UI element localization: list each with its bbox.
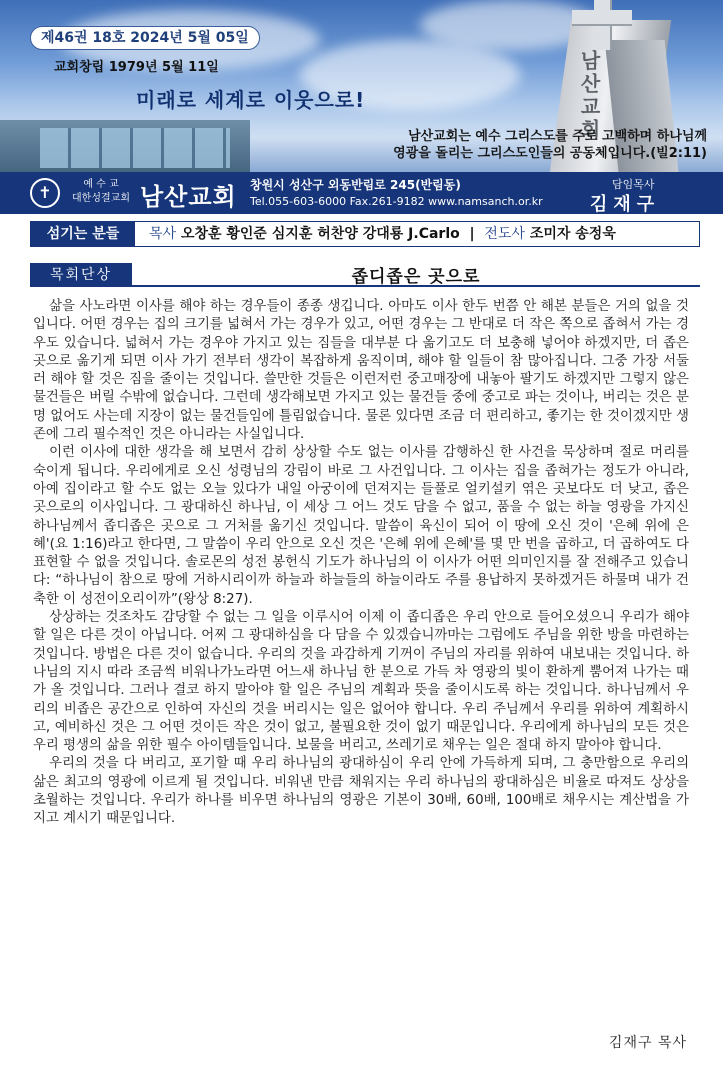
church-contact: Tel.055-603-6000 Fax.261-9182 www.namsanch.or.kr: [250, 195, 543, 208]
staff-label: 섬기는 분들: [31, 222, 135, 246]
section-label: 목회단상: [30, 263, 132, 287]
denomination-line-1: 예 수 교: [83, 179, 119, 190]
church-logo-icon: ✝: [30, 178, 60, 208]
article-paragraph: 상상하는 것조차도 감당할 수 없는 그 일을 이루시어 이제 이 좁디좁은 우리 안으로 들어오셨으니 우리가 해야 할 일은 다른 것이 아닙니다. 어찌 그 광대하심을 다 담을 수 있겠습니까마는 그럼에도 주님을 위한 방을 마련하는 것입니다. 방법은 다른 것이 없습니다. 우리의 것을 과감하게 기꺼이 주님의 자리를 위하여 내보내는 것입니다. 하나님의 지시 따라 조금씩 비워나가노라면 어느새 하나님 한 분으로 가득 차 영광의 빛이 환하게 뿜어져 나가는 때가 올 것입니다. 그러나 결코 하지 말아야 할 일은 주님의 계획과 뜻을 줄이시도록 하는 것입니다. 하나님께서 우리의 비좁은 공간으로 인하여 자신의 것을 버리시는 일은 없어야 합니다. 우리 주님께서 우리를 위하여 계획하시고, 예비하신 것은 그 어떤 것이든 작은 것이 없고, 불필요한 것이 없기 때문입니다. 우리에게 하나님의 모든 것은 우리 평생의 삶을 위한 필수 아이템들입니다. 보물을 버리고, 쓰레기로 채우는 일은 절대 하지 말아야 합니다.: [33, 610, 689, 754]
church-address: 창원시 성산구 외동반림로 245(반림동): [250, 178, 461, 192]
article-paragraph: 이런 이사에 대한 생각을 해 보면서 감히 상상할 수도 없는 이사를 감행하신 한 사건을 묵상하며 절로 머리를 숙이게 됩니다. 우리에게로 오신 성령님의 강림이 바로 그 사건입니다. 그 이사는 집을 좁혀가는 정도가 아니라, 아예 집이라고 할 수도 없는 오늘 있다가 내일 아궁이에 던져지는 들풀로 얼키설키 엮은 곳보다도 더 낮고, 좁은 곳으로의 이사입니다. 그 광대하신 하나님, 이 세상 그 어느 것도 담을 수 없고, 품을 수 없는 하늘 영광을 가지신 하나님께서 좁디좁은 곳으로 그 거처를 옮기신 것입니다. 말씀이 육신이 되어 이 땅에 오신 것이 '은혜 위에 은혜'(요 1:16)라고 한다면, 그 말씀이 우리 안으로 오신 것은 '은혜 위에 은혜'를 몇 만 번을 곱하고, 더 곱하여도 다 표현할 수 없을 것입니다. 솔로몬의 성전 봉헌식 기도가 하나님의 이 이사가 어떤 의미인지를 잘 전해주고 있습니다: “하나님이 참으로 땅에 거하시리이까 하늘과 하늘들의 하늘이라도 주를 용납하지 못하겠거든 하물며 내가 건축한 이 성전이오리이까”(왕상 8:27).: [33, 445, 689, 607]
evangelist-role: 전도사: [484, 226, 525, 242]
pastor-names: 오창훈 황인준 심지훈 허찬양 강대룡 J.Carlo: [180, 226, 460, 242]
cross-icon-bar: [572, 10, 632, 24]
pastor-title: 담임목사: [612, 178, 655, 191]
staff-list: [149, 222, 616, 246]
article-paragraph: 삶을 사노라면 이사를 해야 하는 경우들이 종종 생깁니다. 아마도 이사 한두 번쯤 안 해본 분들은 거의 없을 것입니다. 어떤 경우는 집의 크기를 넓혀서 가는 경우가 있고, 어떤 경우는 그 반대로 더 작은 쪽으로 좁혀서 가는 경우도 있습니다. 넓혀서 가는 경우야 가지고 있는 짐들을 대부분 다 옮기고도 더 보충해 넣어야 하겠지만, 더 좁은 곳으로 옮기게 되면 이사 가기 전부터 생각이 복잡하게 움직이며, 해야 할 일들이 참 많아집니다. 그중 가장 서둘러 해야 할 것은 짐을 줄이는 것입니다. 쓸만한 것들은 이런저런 중고매장에 내놓아 팔기도 하겠지만 그렇지 않은 물건들은 버릴 수밖에 없습니다. 그런데 생각해보면 가지고 있는 물건들 중에 중고로 파는 것이나, 버리는 것은 분명 없어도 사는데 지장이 없는 물건들임에 틀림없습니다. 물론 있다면 조금 더 편리하고, 좋기는 한 것이겠지만 생존에 그리 필수적인 것은 아니라는 사실입니다.: [33, 299, 690, 443]
building-glass: [40, 128, 230, 168]
evangelist-names: 조미자 송정욱: [529, 226, 616, 242]
staff-separator: |: [469, 226, 475, 242]
denomination-line-2: 대한성결교회: [72, 193, 130, 204]
slogan: 미래로 세계로 이웃으로!: [136, 88, 366, 112]
header-banner: [0, 0, 723, 172]
article-title: 좁디좁은 곳으로: [351, 267, 481, 287]
church-info-bar: [0, 172, 723, 214]
founding-date: 교회창립 1979년 5월 11일: [54, 60, 219, 75]
denomination: [66, 178, 136, 206]
article-body: [33, 298, 689, 829]
motto-line-2: 영광을 돌리는 그리스도인들의 공동체입니다.(빌2:11): [393, 146, 707, 161]
article-paragraph: 우리의 것을 다 버리고, 포기할 때 우리 하나님의 광대하심이 우리 안에 가득하게 되며, 그 충만함으로 우리의 삶은 최고의 영광에 이르게 될 것입니다. 비워낸 만큼 채워지는 우리 하나님의 광대하심은 비율로 따져도 상상을 초월하는 것입니다. 우리가 하나를 비우면 하나님의 영광은 기본이 30배, 60배, 100배로 채우시는 계산법을 가지고 계시기 때문입니다.: [33, 756, 689, 827]
issue-info: 제46권 18호 2024년 5월 05일: [30, 26, 260, 50]
church-motto: [352, 128, 707, 162]
pastor-name: 김재구: [590, 194, 661, 215]
tower-lettering: 남산교회: [577, 50, 601, 142]
motto-line-1: 남산교회는 예수 그리스도를 주로 고백하며 하나님께: [408, 129, 707, 144]
article-author: 김재구 목사: [608, 1035, 687, 1051]
church-name: 남산교회: [140, 183, 237, 211]
pastor-role: 목사: [149, 226, 177, 242]
staff-box: [30, 221, 700, 247]
cross-icon: [594, 0, 610, 50]
